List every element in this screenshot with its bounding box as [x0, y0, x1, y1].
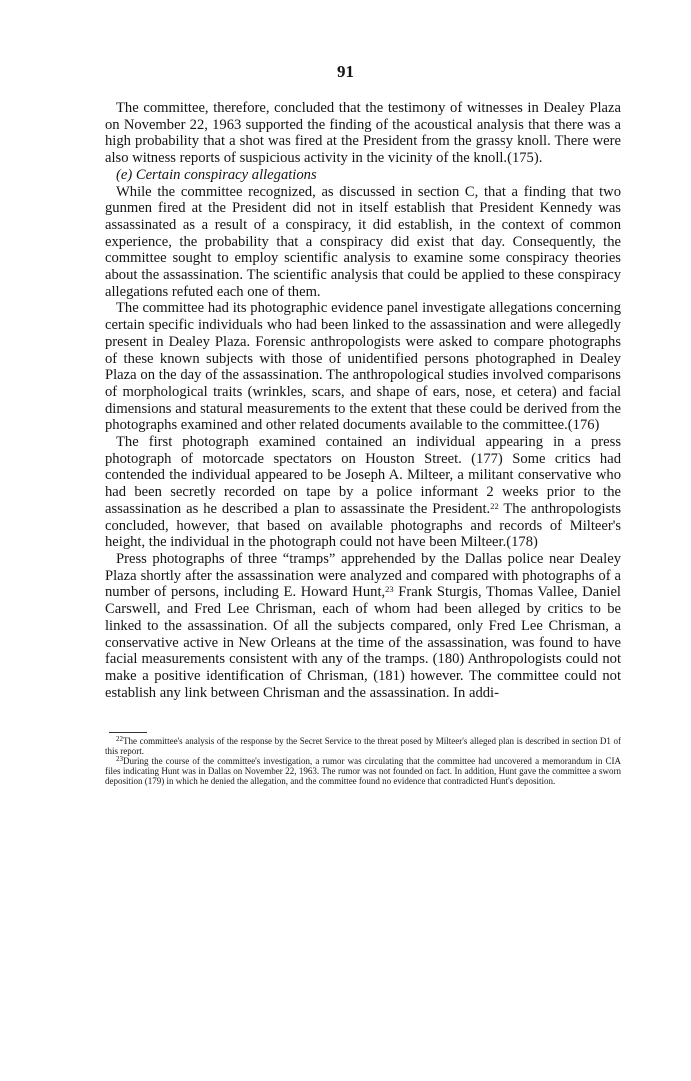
body-text	[105, 100, 621, 701]
footnote-23-number: 23	[116, 754, 123, 763]
paragraph-5-text-b: Frank Sturgis, Thomas Vallee, Daniel Carswell, and Fred Lee Chrisman, each of whom had been alleged by critics to be linked to the assassination. Of all the subjects compared, only Fred Lee Chrisman, a conservative active in New Orleans at the time of the assassination, was found to have facial measurements consistent with any of the tramps. (180) Anthropologists could not make a positive identification of Chrisman, (181) however. The committee could not establish any link between Chrisman and the assassination. In addi-	[105, 584, 621, 701]
paragraph-1: The committee, therefore, concluded that the testimony of witnesses in Dealey Plaza on November 22, 1963 supported the finding of the acoustical analysis that there was a high probability that a shot was fired at the President from the grassy knoll. There were also witness reports of suspicious activity in the vicinity of the knoll.(175).	[105, 100, 621, 167]
paragraph-5-text-a: Press photographs of three “tramps” apprehended by the Dallas police near Dealey Plaza shortly after the assassination were analyzed and compared with photographs of a number of persons, including E. Howard Hunt,	[105, 550, 621, 601]
footnote-23	[105, 754, 621, 786]
page-number: 91	[337, 62, 354, 81]
footnotes	[105, 737, 621, 786]
paragraph-5	[105, 551, 621, 701]
paragraph-2: While the committee recognized, as discussed in section C, that a finding that two gunmen fired at the President did not in itself establish that President Kennedy was assassinated as a result of a conspiracy, it did establish, in the context of common experience, the probability that a conspiracy did exist that day. Consequently, the committee sought to employ scientific analysis to examine some conspiracy theories about the assassination. The scientific analysis that could be applied to these conspiracy allegations refuted each one of them.	[105, 183, 621, 300]
section-subheading: (e) Certain conspiracy allegations	[116, 166, 317, 183]
footnote-divider	[109, 732, 147, 733]
footnote-23-text: During the course of the committee's investigation, a rumor was circulating that the committee had uncovered a memorandum in CIA files indicating Hunt was in Dallas on November 22, 1963. The rumor was not founded on fact. In addition, Hunt gave the committee a sworn deposition (179) in which he denied the allegation, and the committee found no evidence that contradicted Hunt's deposition.	[105, 755, 621, 786]
paragraph-4	[105, 434, 621, 551]
paragraph-4-text-a: The first photograph examined contained an individual appearing in a press photograph of motorcade spectators on Houston Street. (177) Some critics had contended the individual appeared to be Joseph A. Milteer, a militant conservative who had been secretly recorded on tape by a police informant 2 weeks prior to the assassination as he described a plan to assassinate the President.	[105, 434, 621, 517]
footnote-ref-22: 22	[490, 500, 499, 511]
footnote-ref-23: 23	[385, 584, 394, 595]
paragraph-3: The committee had its photographic evidence panel investigate allegations concerning certain specific individuals who had been linked to the assassination and were allegedly present in Dealey Plaza. Forensic anthropologists were asked to compare photographs of these known subjects with those of unidentified persons photographed in Dealey Plaza on the day of the assassination. The anthropological studies involved comparisons of morphological traits (wrinkles, scars, and shape of ears, nose, et cetera) and facial dimensions and statural measurements to the extent that these could be derived from the photographs examined and other related documents available to the committee.(176)	[105, 300, 621, 434]
footnote-22-text: The committee's analysis of the response by the Secret Service to the threat posed by Milteer's alleged plan is described in section D1 of this report.	[105, 736, 621, 757]
footnote-22	[105, 737, 621, 757]
paragraph-4-text-b: The anthropologists concluded, however, that based on available photographs and records of Milteer's height, the individual in the photograph could not have been Milteer.(178)	[105, 500, 621, 551]
footnote-22-number: 22	[116, 735, 123, 744]
